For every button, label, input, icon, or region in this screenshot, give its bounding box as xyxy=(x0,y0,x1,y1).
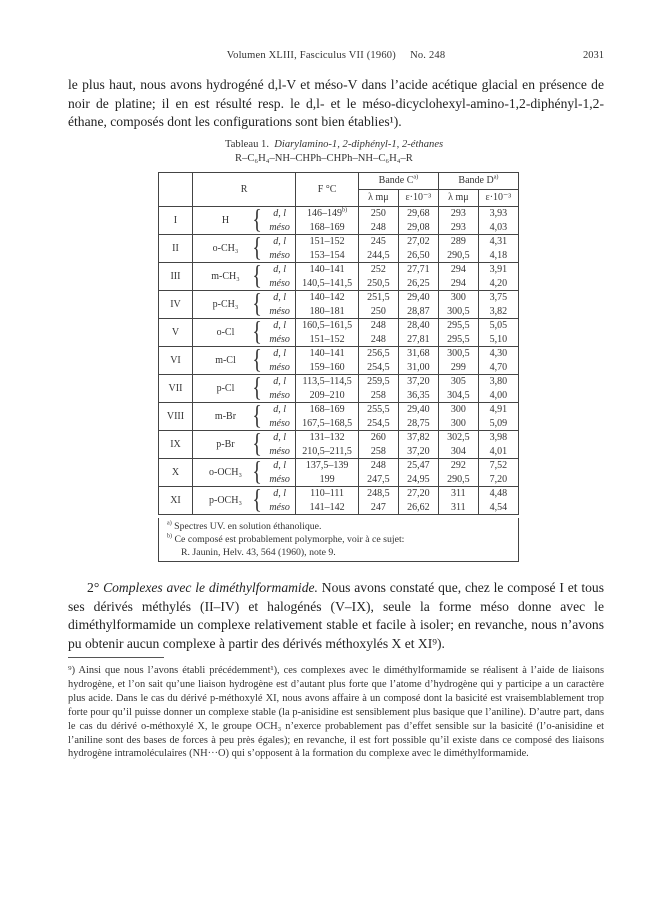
table-title: Diarylamino-1, 2-diphényl-1, 2-éthanes xyxy=(274,139,444,150)
substituent-r: H xyxy=(192,207,252,235)
compound-number: X xyxy=(159,459,193,487)
compound-number: V xyxy=(159,319,193,347)
melting-point-dl: 151–152 xyxy=(296,235,359,249)
table-row xyxy=(159,235,519,249)
header-lambda-d: λ mμ xyxy=(438,190,478,207)
melting-point-dl: 131–132 xyxy=(296,431,359,445)
epsilon-c-dl: 29,40 xyxy=(398,403,438,417)
lambda-c-meso: 250,5 xyxy=(358,277,398,291)
epsilon-d-dl: 4,30 xyxy=(478,347,518,361)
form-meso: méso xyxy=(262,361,296,375)
epsilon-d-dl: 3,98 xyxy=(478,431,518,445)
form-meso: méso xyxy=(262,305,296,319)
epsilon-c-meso: 31,00 xyxy=(398,361,438,375)
brace: { xyxy=(252,426,262,464)
epsilon-d-meso: 4,00 xyxy=(478,389,518,403)
substituent-r: p-Br xyxy=(192,431,252,459)
substituent-r: m-Cl xyxy=(192,347,252,375)
epsilon-c-dl: 29,68 xyxy=(398,207,438,221)
form-dl: d, l xyxy=(273,488,286,499)
brace: { xyxy=(252,202,262,240)
melting-point-meso: 140,5–141,5 xyxy=(296,277,359,291)
header-epsilon-d: ε·10⁻³ xyxy=(478,190,518,207)
lambda-c-meso: 244,5 xyxy=(358,249,398,263)
epsilon-d-meso: 4,70 xyxy=(478,361,518,375)
form-meso: méso xyxy=(262,249,296,263)
epsilon-d-meso: 3,82 xyxy=(478,305,518,319)
lambda-c-dl: 251,5 xyxy=(358,291,398,305)
form-meso: méso xyxy=(262,389,296,403)
table-row xyxy=(159,375,519,389)
lambda-d-dl: 311 xyxy=(438,487,478,501)
melting-point-meso: 153–154 xyxy=(296,249,359,263)
lambda-d-dl: 289 xyxy=(438,235,478,249)
lambda-c-dl: 255,5 xyxy=(358,403,398,417)
melting-point-dl: 168–169 xyxy=(296,403,359,417)
table-footnote-b: $^{b)}$ Ce composé est probablement polymorphe, voir à ce sujet: xyxy=(167,533,405,545)
table-footnotes xyxy=(158,518,519,562)
lambda-d-dl: 300,5 xyxy=(438,347,478,361)
lambda-c-dl: 248 xyxy=(358,319,398,333)
table-row xyxy=(159,263,519,277)
form-dl: d, l xyxy=(273,404,286,415)
header-band-c: Bande $C^{a)}$ xyxy=(358,173,438,190)
brace: { xyxy=(252,286,262,324)
brace: { xyxy=(252,454,262,492)
header-epsilon-c: ε·10⁻³ xyxy=(398,190,438,207)
lambda-c-meso: 250 xyxy=(358,305,398,319)
brace: { xyxy=(252,398,262,436)
compound-number: II xyxy=(159,235,193,263)
lambda-c-meso: 254,5 xyxy=(358,361,398,375)
header-lambda-c: λ mμ xyxy=(358,190,398,207)
epsilon-d-dl: 5,05 xyxy=(478,319,518,333)
compound-number: XI xyxy=(159,487,193,515)
footnote-rule xyxy=(68,657,164,658)
epsilon-d-meso: 7,20 xyxy=(478,473,518,487)
form-dl: d, l xyxy=(273,432,286,443)
header-num xyxy=(159,173,193,207)
melting-point-dl: 140–141 xyxy=(296,263,359,277)
melting-point-dl: 110–111 xyxy=(296,487,359,501)
lambda-c-dl: 260 xyxy=(358,431,398,445)
melting-point-meso: 151–152 xyxy=(296,333,359,347)
epsilon-c-dl: 37,20 xyxy=(398,375,438,389)
melting-point-meso: 209–210 xyxy=(296,389,359,403)
brace: { xyxy=(252,258,262,296)
substituent-r: o-CH₃ xyxy=(192,235,252,263)
epsilon-c-dl: 27,02 xyxy=(398,235,438,249)
melting-point-dl: 140–141 xyxy=(296,347,359,361)
substituent-r: m-CH₃ xyxy=(192,263,252,291)
brace: { xyxy=(252,370,262,408)
epsilon-d-dl: 3,93 xyxy=(478,207,518,221)
form-meso: méso xyxy=(262,333,296,347)
lambda-d-meso: 290,5 xyxy=(438,249,478,263)
epsilon-c-meso: 36,35 xyxy=(398,389,438,403)
table-row xyxy=(159,487,519,501)
lambda-c-dl: 248,5 xyxy=(358,487,398,501)
table-row xyxy=(159,207,519,221)
substituent-r: p-OCH₃ xyxy=(192,487,252,515)
lambda-d-dl: 295,5 xyxy=(438,319,478,333)
lambda-d-dl: 305 xyxy=(438,375,478,389)
header-band-d: Bande $D^{a)}$ xyxy=(438,173,518,190)
table-footnote-a: $^{a)}$ Spectres UV. en solution éthanolique. xyxy=(167,520,322,532)
epsilon-d-meso: 4,03 xyxy=(478,221,518,235)
lambda-c-meso: 248 xyxy=(358,221,398,235)
lambda-d-meso: 304,5 xyxy=(438,389,478,403)
substituent-r: o-Cl xyxy=(192,319,252,347)
epsilon-c-dl: 27,20 xyxy=(398,487,438,501)
epsilon-c-meso: 24,95 xyxy=(398,473,438,487)
table-row xyxy=(159,347,519,361)
epsilon-c-dl: 37,82 xyxy=(398,431,438,445)
melting-point-meso: 210,5–211,5 xyxy=(296,445,359,459)
epsilon-d-dl: 3,75 xyxy=(478,291,518,305)
substituent-r: p-CH₃ xyxy=(192,291,252,319)
page-number: 2031 xyxy=(583,50,604,61)
table-row xyxy=(159,459,519,473)
substituent-r: p-Cl xyxy=(192,375,252,403)
lambda-d-dl: 294 xyxy=(438,263,478,277)
lambda-d-dl: 300 xyxy=(438,291,478,305)
epsilon-d-dl: 4,91 xyxy=(478,403,518,417)
form-meso: méso xyxy=(262,501,296,515)
epsilon-c-dl: 27,71 xyxy=(398,263,438,277)
section-2-paragraph xyxy=(68,579,604,653)
compound-number: VII xyxy=(159,375,193,403)
epsilon-d-dl: 3,91 xyxy=(478,263,518,277)
epsilon-c-meso: 29,08 xyxy=(398,221,438,235)
substituent-r: m-Br xyxy=(192,403,252,431)
epsilon-c-meso: 26,50 xyxy=(398,249,438,263)
epsilon-c-meso: 28,75 xyxy=(398,417,438,431)
epsilon-d-dl: 4,48 xyxy=(478,487,518,501)
data-table xyxy=(158,172,519,515)
epsilon-c-meso: 26,62 xyxy=(398,501,438,515)
table-footnote-b-cont: R. Jaunin, Helv. 43, 564 (1960), note 9. xyxy=(181,547,336,558)
compound-number: IX xyxy=(159,431,193,459)
lambda-d-meso: 293 xyxy=(438,221,478,235)
epsilon-c-meso: 28,87 xyxy=(398,305,438,319)
form-dl: d, l xyxy=(273,264,286,275)
form-meso: méso xyxy=(262,277,296,291)
brace: { xyxy=(252,230,262,268)
melting-point-meso: 199 xyxy=(296,473,359,487)
epsilon-c-dl: 28,40 xyxy=(398,319,438,333)
form-dl: d, l xyxy=(273,376,286,387)
form-dl: d, l xyxy=(273,236,286,247)
form-dl: d, l xyxy=(273,348,286,359)
epsilon-d-meso: 4,54 xyxy=(478,501,518,515)
table-caption xyxy=(225,138,525,166)
lambda-c-dl: 252 xyxy=(358,263,398,277)
compound-number: III xyxy=(159,263,193,291)
lambda-c-meso: 247,5 xyxy=(358,473,398,487)
epsilon-d-meso: 5,10 xyxy=(478,333,518,347)
lambda-d-meso: 294 xyxy=(438,277,478,291)
epsilon-d-dl: 7,52 xyxy=(478,459,518,473)
form-meso: méso xyxy=(262,473,296,487)
lambda-c-dl: 248 xyxy=(358,459,398,473)
lambda-d-meso: 290,5 xyxy=(438,473,478,487)
brace: { xyxy=(252,482,262,520)
lambda-d-meso: 300 xyxy=(438,417,478,431)
epsilon-c-meso: 27,81 xyxy=(398,333,438,347)
lambda-c-dl: 256,5 xyxy=(358,347,398,361)
form-dl: d, l xyxy=(273,320,286,331)
melting-point-meso: 167,5–168,5 xyxy=(296,417,359,431)
lambda-d-meso: 299 xyxy=(438,361,478,375)
compound-number: VIII xyxy=(159,403,193,431)
lambda-d-dl: 292 xyxy=(438,459,478,473)
lambda-c-meso: 258 xyxy=(358,445,398,459)
lambda-d-dl: 300 xyxy=(438,403,478,417)
lambda-c-meso: 254,5 xyxy=(358,417,398,431)
epsilon-c-meso: 26,25 xyxy=(398,277,438,291)
lambda-d-dl: 293 xyxy=(438,207,478,221)
table-label: Tableau 1. xyxy=(225,139,269,150)
melting-point-meso: 141–142 xyxy=(296,501,359,515)
melting-point-dl: 113,5–114,5 xyxy=(296,375,359,389)
epsilon-c-dl: 31,68 xyxy=(398,347,438,361)
melting-point-meso: 159–160 xyxy=(296,361,359,375)
melting-point-dl: 137,5–139 xyxy=(296,459,359,473)
form-meso: méso xyxy=(262,445,296,459)
brace: { xyxy=(252,342,262,380)
table-row xyxy=(159,291,519,305)
melting-point-meso: 168–169 xyxy=(296,221,359,235)
lambda-d-dl: 302,5 xyxy=(438,431,478,445)
lambda-d-meso: 311 xyxy=(438,501,478,515)
form-dl: d, l xyxy=(273,208,286,219)
brace: { xyxy=(252,314,262,352)
intro-paragraph: le plus haut, nous avons hydrogéné d,l-V et méso-V dans l’acide acétique glacial en présence de noir de platine; il en est résulté resp. le d,l- et le méso-dicyclohexyl-amino-1,2-diphényl-1,2-éthane, composés dont les configurations sont bien établies¹). xyxy=(68,77,604,130)
lambda-d-meso: 304 xyxy=(438,445,478,459)
lambda-d-meso: 295,5 xyxy=(438,333,478,347)
epsilon-c-meso: 37,20 xyxy=(398,445,438,459)
lambda-c-dl: 245 xyxy=(358,235,398,249)
compound-number: IV xyxy=(159,291,193,319)
lambda-c-meso: 248 xyxy=(358,333,398,347)
table-body xyxy=(159,204,519,515)
lambda-c-meso: 247 xyxy=(358,501,398,515)
melting-point-meso: 180–181 xyxy=(296,305,359,319)
epsilon-c-dl: 25,47 xyxy=(398,459,438,473)
table-row xyxy=(159,403,519,417)
melting-point-dl: 140–142 xyxy=(296,291,359,305)
section-2-number: 2° xyxy=(87,580,100,595)
lambda-d-meso: 300,5 xyxy=(438,305,478,319)
melting-point-dl: 160,5–161,5 xyxy=(296,319,359,333)
epsilon-d-meso: 4,01 xyxy=(478,445,518,459)
header-fp: F °C xyxy=(296,173,359,207)
melting-point-dl: 146–149$^{b)}$ xyxy=(296,207,359,221)
lambda-c-dl: 259,5 xyxy=(358,375,398,389)
header-r: R xyxy=(192,173,295,207)
table-row xyxy=(159,319,519,333)
epsilon-c-dl: 29,40 xyxy=(398,291,438,305)
form-meso: méso xyxy=(262,221,296,235)
table-formula: R–C₆H₄–NH–CHPh–CHPh–NH–C₆H₄–R xyxy=(235,153,413,164)
epsilon-d-dl: 3,80 xyxy=(478,375,518,389)
header-journal: Volumen XLIII, Fasciculus VII (1960) xyxy=(226,50,396,61)
form-meso: méso xyxy=(262,417,296,431)
epsilon-d-meso: 4,20 xyxy=(478,277,518,291)
epsilon-d-meso: 5,09 xyxy=(478,417,518,431)
section-2-title: Complexes avec le diméthylformamide. xyxy=(103,580,318,595)
header-journal-line xyxy=(68,50,604,61)
compound-number: I xyxy=(159,207,193,235)
section-2-text: Nous avons constaté que, chez le composé I et tous ses dérivés méthylés (II–IV) et halogénés (V–IX), seule la forme méso donne avec le diméthylformamide un complexe relativement stable et facile à isoler; en revanche, nous n’avons pu obtenir aucun complexe à partir des dérivés méthoxylés X et XI⁹). xyxy=(68,580,604,651)
epsilon-d-dl: 4,31 xyxy=(478,235,518,249)
form-dl: d, l xyxy=(273,292,286,303)
table-row xyxy=(159,431,519,445)
header-number: No. 248 xyxy=(410,50,446,61)
epsilon-d-meso: 4,18 xyxy=(478,249,518,263)
substituent-r: o-OCH₃ xyxy=(192,459,252,487)
lambda-c-meso: 258 xyxy=(358,389,398,403)
lambda-c-dl: 250 xyxy=(358,207,398,221)
footnote-9: ⁹) Ainsi que nous l’avons établi précédemment¹), ces complexes avec le diméthylformamide se réalisent à l’aide de liaisons hydrogène, et l’on sait qu’une liaison hydrogène est d’autant plus forte que l’atome d’hydrogène qui y participe a un caractère plus acide. Dans le cas du dérivé p-méthoxylé XI, nous avons affaire à un composé dont la basicité est vraisemblablement trop forte pour qu’il puisse donner un complexe stable (la p-anisidine est sensiblement plus basique que l’aniline). D’autre part, dans le cas du dérivé o-méthoxylé X, le groupe OCH₃ n’exerce probablement pas d’effet sensible sur la basicité (l’o-anisidine et l’aniline sont des bases de forces à peu près égales); en revanche, il est fort possible qu’il existe dans ce composé des liaisons hydrogène intramoléculaires (NH···O) qui s’opposent à la formation du complexe avec le diméthylformamide. xyxy=(68,665,604,760)
compound-number: VI xyxy=(159,347,193,375)
form-dl: d, l xyxy=(273,460,286,471)
